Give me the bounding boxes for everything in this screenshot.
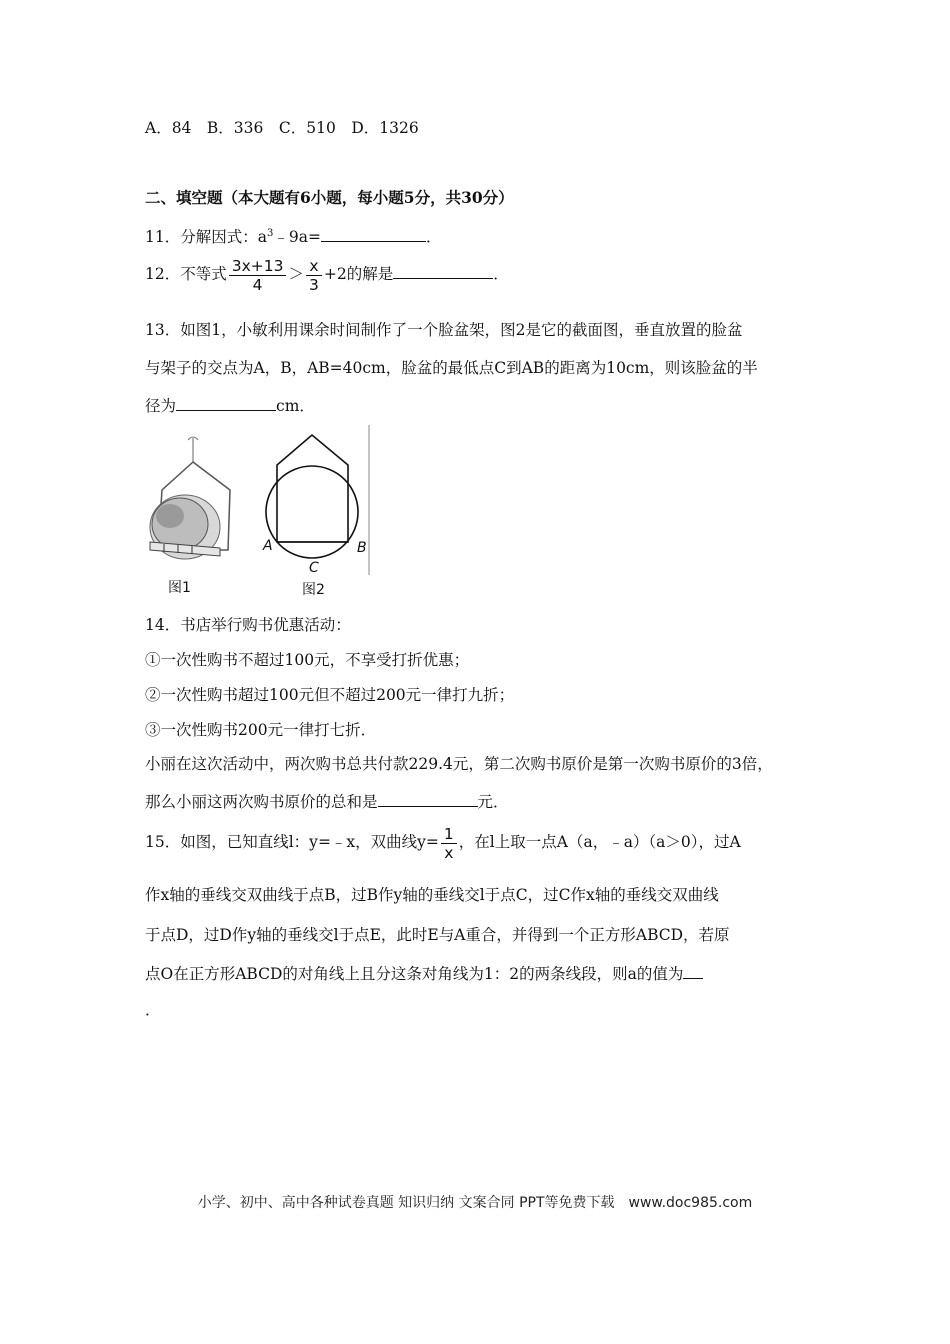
q15-line1 bbox=[145, 820, 741, 864]
q13-line1: 13．如图1，小敏利用课余时间制作了一个脸盆架，图2是它的截面图，垂直放置的脸盆 bbox=[145, 321, 743, 339]
figure-2-caption: 图2 bbox=[302, 582, 325, 598]
q14-line6-prefix: 那么小丽这两次购书原价的总和是 bbox=[145, 793, 378, 811]
q12-fraction-2 bbox=[306, 257, 322, 294]
q15-line1-prefix: 15．如图，已知直线l：y=﹣x，双曲线y= bbox=[145, 833, 439, 851]
q12-answer-blank[interactable] bbox=[393, 264, 493, 279]
q14-line1: 14．书店举行购书优惠活动： bbox=[145, 616, 351, 634]
q14-line5: 小丽在这次活动中，两次购书总共付款229.4元，第二次购书原价是第一次购书原价的3倍， bbox=[145, 755, 773, 773]
q11-exponent: 3 bbox=[266, 228, 274, 239]
q11-end: ． bbox=[425, 228, 442, 247]
q13-line3-suffix: cm． bbox=[276, 397, 315, 415]
q12-frac1-den: 4 bbox=[252, 275, 263, 294]
figure-1-basin-rack-image bbox=[140, 432, 240, 592]
q12-gt: ＞ bbox=[288, 265, 304, 283]
q14-line3: ②一次性购书超过100元但不超过200元一律打九折； bbox=[145, 686, 515, 704]
q12-prefix: 12．不等式 bbox=[145, 265, 227, 283]
q12-end: ． bbox=[493, 265, 509, 283]
q12-suffix: +2的解是 bbox=[323, 265, 394, 283]
q14-line2: ①一次性购书不超过100元，不享受打折优惠； bbox=[145, 651, 470, 669]
q13-line2: 与架子的交点为A，B，AB=40cm，脸盆的最低点C到AB的距离为10cm，则该脸盆的半 bbox=[145, 359, 758, 377]
figure-1-caption: 图1 bbox=[168, 580, 191, 596]
q12-frac1-num: 3x+13 bbox=[229, 257, 287, 276]
q13-line3-prefix: 径为 bbox=[145, 397, 177, 415]
q12 bbox=[145, 254, 509, 294]
page-footer: 小学、初中、高中各种试卷真题 知识归纳 文案合同 PPT等免费下载 www.doc985.com bbox=[197, 1195, 753, 1211]
point-a-label: A bbox=[263, 538, 273, 554]
point-b-label: B bbox=[357, 540, 367, 556]
q11-prefix: 11．分解因式：a bbox=[145, 228, 267, 247]
q15-line3: 于点D，过D作y轴的垂线交l于点E，此时E与A重合，并得到一个正方形ABCD，若原 bbox=[145, 926, 730, 944]
q14-line6-suffix: 元． bbox=[477, 793, 509, 811]
q12-fraction-1 bbox=[229, 257, 287, 294]
q13-answer-blank[interactable] bbox=[176, 396, 276, 411]
q10-options: A．84 B．336 C．510 D．1326 bbox=[145, 119, 419, 137]
q14-answer-blank[interactable] bbox=[378, 792, 478, 807]
q15-line4-text: 点O在正方形ABCD的对角线上且分这条对角线为1：2的两条线段，则a的值为 bbox=[145, 965, 684, 983]
q15-line2: 作x轴的垂线交双曲线于点B，过B作y轴的垂线交l于点C，过C作x轴的垂线交双曲线 bbox=[145, 886, 719, 904]
q11-rest: ﹣9a= bbox=[273, 228, 321, 247]
q13-line3 bbox=[145, 396, 315, 416]
q12-frac2-den: 3 bbox=[309, 275, 319, 294]
section2-title: 二、填空题（本大题有6小题，每小题5分，共30分） bbox=[145, 188, 514, 207]
q12-frac2-num: x bbox=[306, 257, 322, 276]
q15-line1-suffix: ，在l上取一点A（a，﹣a）（a＞0），过A bbox=[458, 833, 741, 851]
q15-fraction bbox=[441, 825, 457, 862]
q11 bbox=[145, 224, 441, 247]
q15-answer-blank[interactable] bbox=[683, 964, 703, 979]
q14-line6 bbox=[145, 792, 509, 812]
q15-line5: ． bbox=[145, 1001, 161, 1019]
point-c-label: C bbox=[309, 560, 319, 576]
q11-answer-blank[interactable] bbox=[321, 227, 426, 242]
q14-line4: ③一次性购书200元一律打七折． bbox=[145, 721, 377, 739]
q15-frac-den: x bbox=[444, 843, 454, 862]
q15-line4 bbox=[145, 964, 703, 984]
q15-frac-num: 1 bbox=[441, 825, 457, 844]
